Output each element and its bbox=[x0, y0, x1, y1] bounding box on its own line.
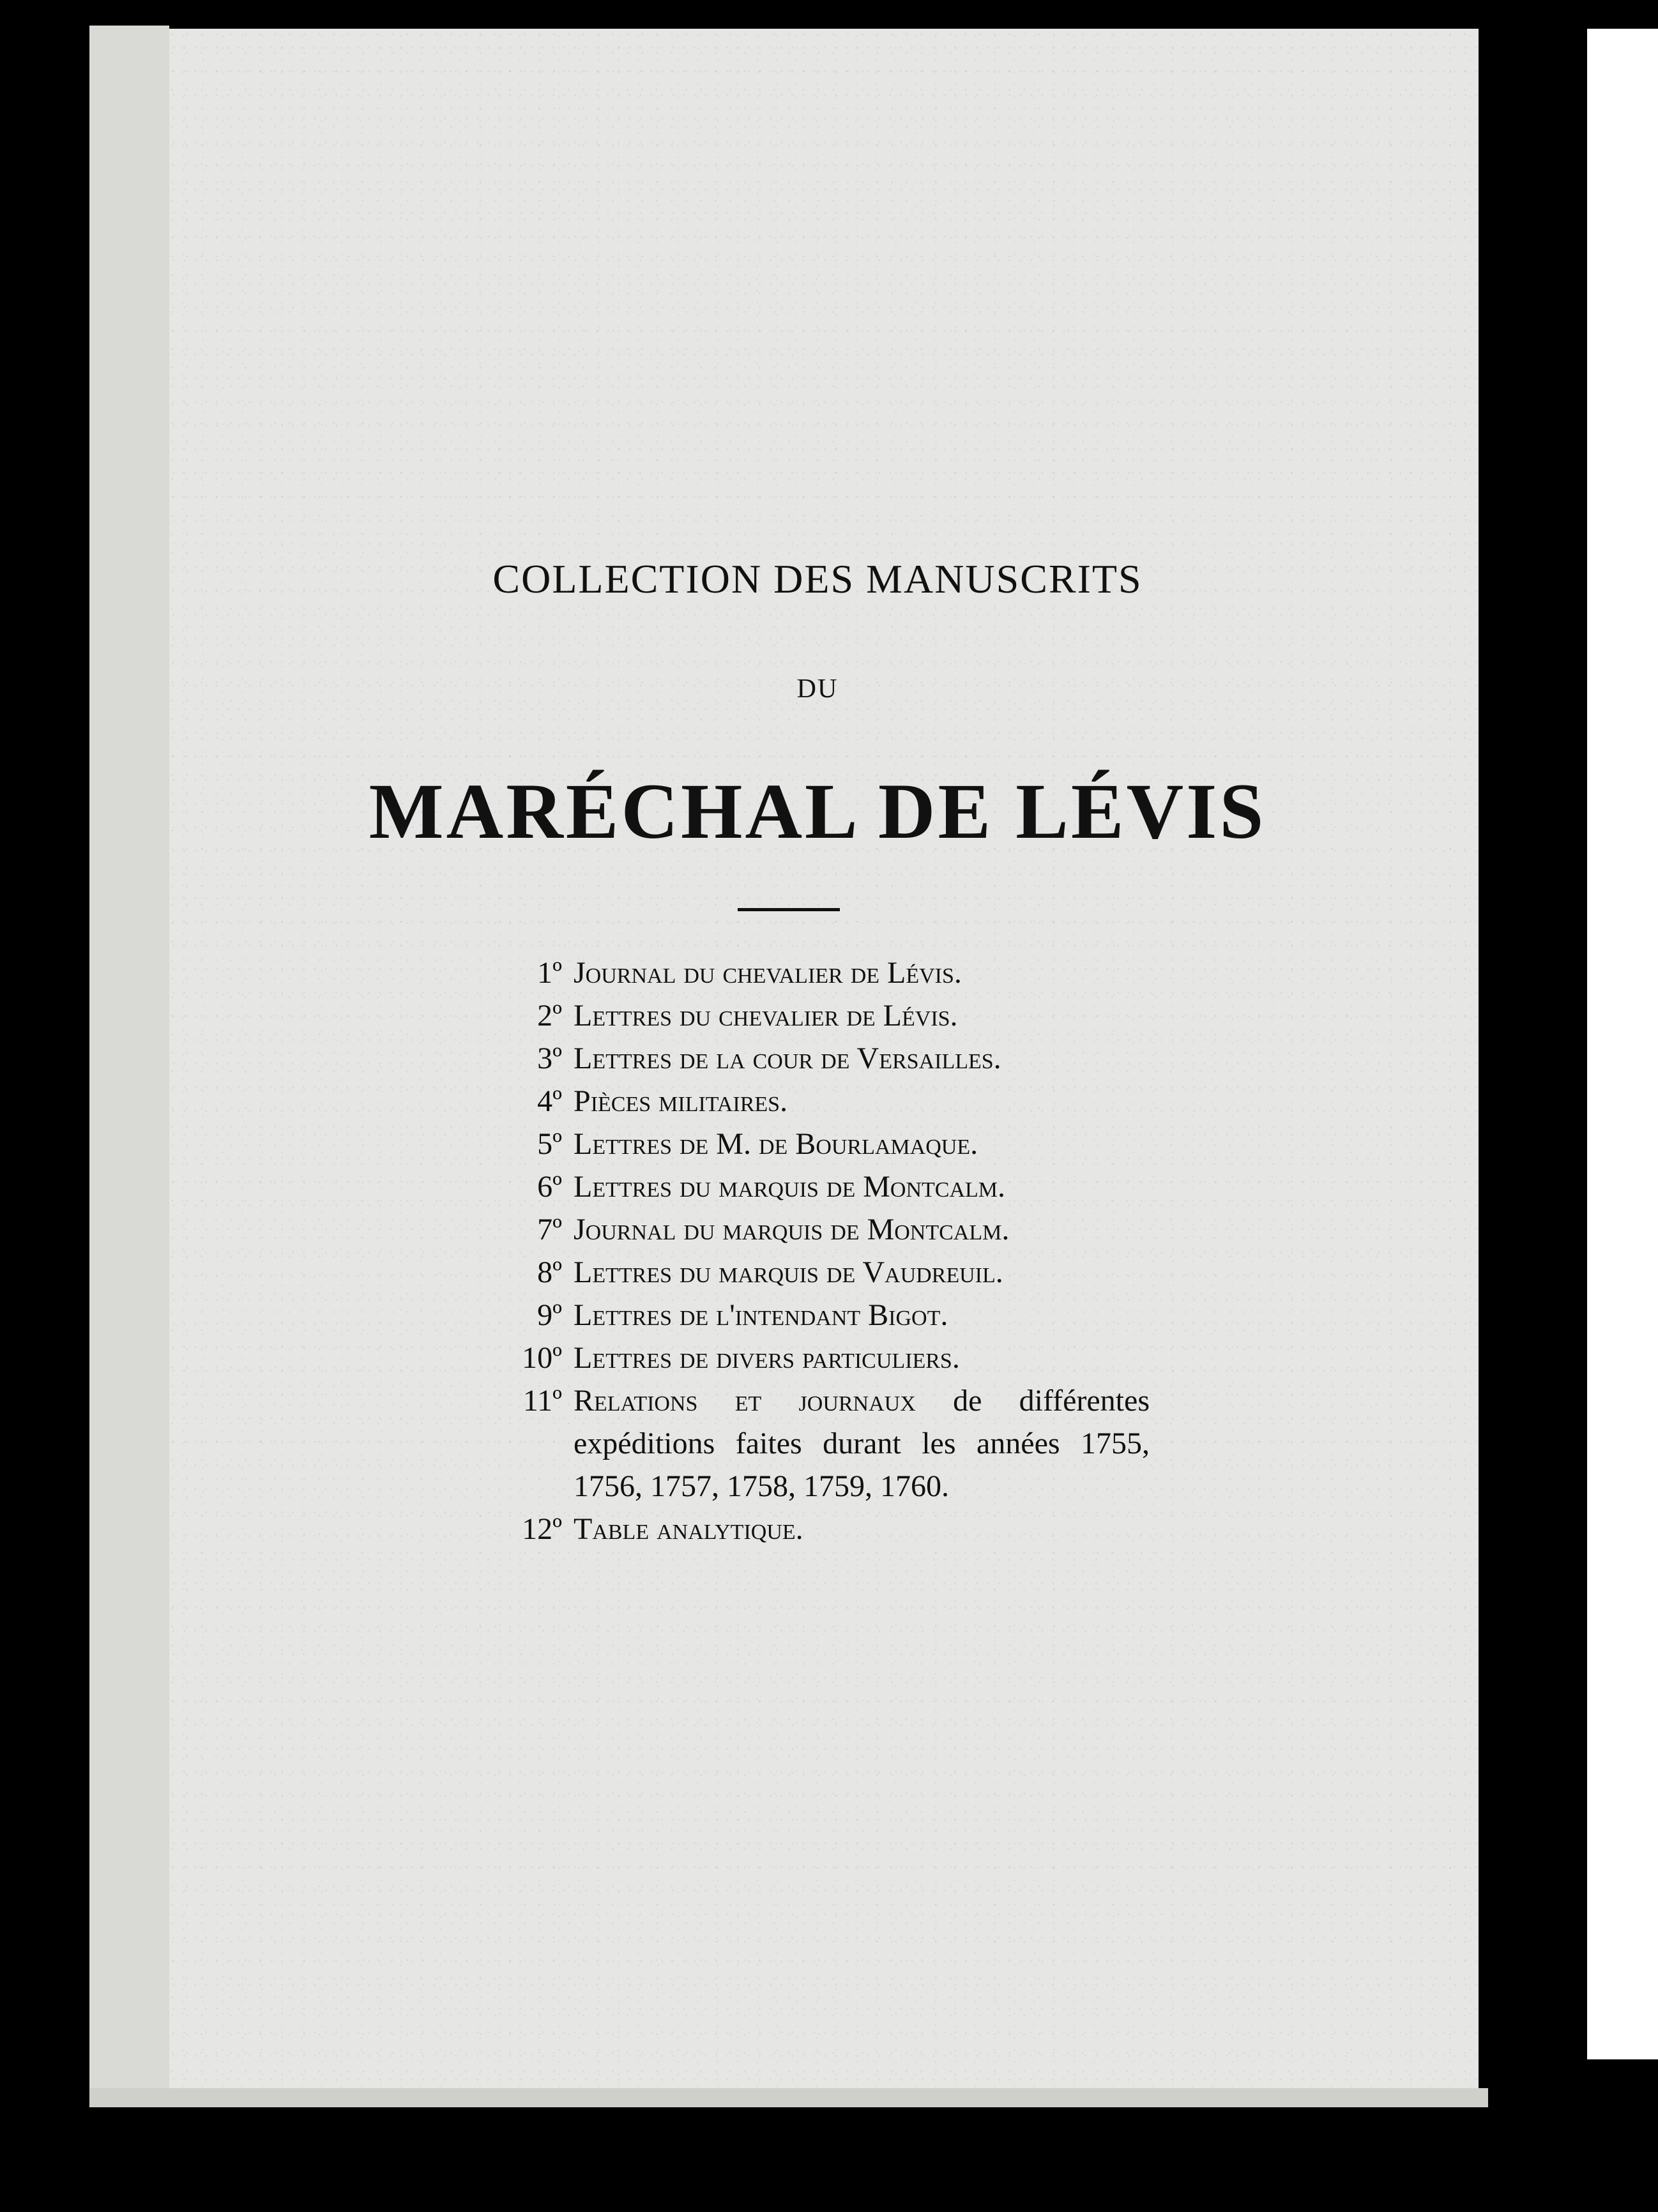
item-number: 11º bbox=[522, 1384, 562, 1418]
item-text: Lettres de divers particuliers. bbox=[574, 1341, 960, 1375]
list-item bbox=[498, 1037, 1150, 1080]
list-item bbox=[498, 1294, 1150, 1337]
item-number: 6º bbox=[537, 1170, 562, 1204]
contents-list bbox=[498, 951, 1150, 1550]
list-item bbox=[498, 1208, 1150, 1251]
item-text: Lettres du chevalier de Lévis. bbox=[574, 999, 958, 1033]
item-text: Lettres de l'intendant Bigot. bbox=[574, 1298, 948, 1332]
item-number: 2º bbox=[537, 999, 562, 1033]
list-item bbox=[498, 1123, 1150, 1165]
item-number: 1º bbox=[537, 956, 562, 990]
item-text: Table analytique. bbox=[574, 1512, 803, 1546]
item-text: Lettres du marquis de Vaudreuil. bbox=[574, 1255, 1003, 1289]
item-text: Journal du chevalier de Lévis. bbox=[574, 956, 962, 990]
item-text: Lettres de M. de Bourlamaque. bbox=[574, 1127, 978, 1161]
item-number: 3º bbox=[537, 1042, 562, 1075]
item-text-lead: Relations et journaux bbox=[574, 1384, 916, 1418]
item-text: Journal du marquis de Montcalm. bbox=[574, 1213, 1010, 1246]
du-label: DU bbox=[796, 674, 839, 704]
item-text-rest: de différentes expéditions faites durant les années 1755, 1756, 1757, 1758, 1759, 1760. bbox=[574, 1384, 1150, 1503]
item-text: Lettres du marquis de Montcalm. bbox=[574, 1170, 1005, 1204]
item-number: 5º bbox=[537, 1127, 562, 1161]
list-item bbox=[498, 1337, 1150, 1379]
facing-page-edge bbox=[1587, 29, 1658, 2059]
item-number: 12º bbox=[522, 1512, 562, 1546]
series-title: COLLECTION DES MANUSCRITS bbox=[492, 556, 1143, 602]
divider-rule bbox=[738, 908, 840, 911]
list-item bbox=[498, 1379, 1150, 1508]
item-text: Lettres de la cour de Versailles. bbox=[574, 1042, 1001, 1075]
list-item bbox=[498, 1080, 1150, 1123]
list-item bbox=[498, 1251, 1150, 1294]
item-number: 10º bbox=[522, 1341, 562, 1375]
left-margin-strip bbox=[89, 26, 169, 2095]
list-item bbox=[498, 1165, 1150, 1208]
item-number: 7º bbox=[537, 1213, 562, 1246]
list-item bbox=[498, 1508, 1150, 1550]
bottom-margin-strip bbox=[89, 2088, 1488, 2107]
item-text bbox=[574, 1379, 1150, 1508]
main-title: MARÉCHAL DE LÉVIS bbox=[369, 768, 1266, 855]
item-text: Pièces militaires. bbox=[574, 1084, 788, 1118]
item-number: 8º bbox=[537, 1255, 562, 1289]
list-item bbox=[498, 994, 1150, 1037]
item-number: 4º bbox=[537, 1084, 562, 1118]
item-number: 9º bbox=[537, 1298, 562, 1332]
list-item bbox=[498, 951, 1150, 994]
